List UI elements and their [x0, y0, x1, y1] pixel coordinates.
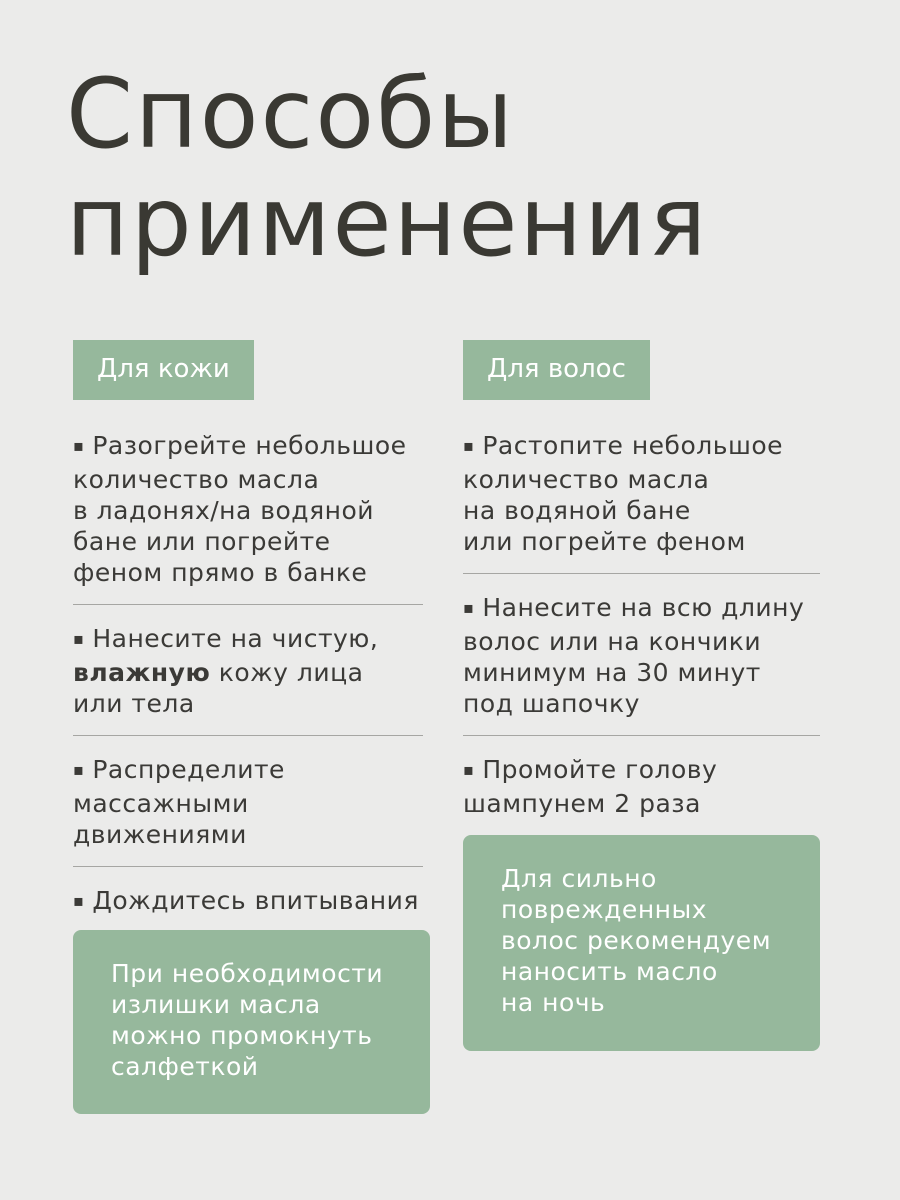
bullet-icon: ▪: [73, 436, 85, 455]
hair-step-3: ▪ Промойте голову шампунем 2 раза: [463, 755, 718, 818]
hair-note: Для сильно поврежденных волос рекомендуем наносить масло на ночь: [463, 835, 820, 1051]
bullet-icon: ▪: [463, 436, 475, 455]
hair-label-badge: Для волос: [463, 340, 650, 400]
skin-column: [73, 340, 423, 949]
title-line-2: применения: [66, 166, 709, 278]
hair-column: [463, 340, 820, 849]
skin-step-2: ▪ Нанесите на чистую, влажную кожу лица или тела: [73, 619, 423, 736]
page-title: [66, 60, 708, 276]
skin-step-3: ▪ Распределите массажными движениями: [73, 750, 423, 867]
skin-note: При необходимости излишки масла можно промокнуть салфеткой: [73, 930, 430, 1114]
skin-step-1: ▪ Разогрейте небольшое количество масла в ладонях/на водяной бане или погрейте феном прямо в банке: [73, 426, 423, 605]
hair-step-2: ▪ Нанесите на всю длину волос или на кончики минимум на 30 минут под шапочку: [463, 588, 820, 736]
hair-step-1: ▪ Растопите небольшое количество масла на водяной бане или погрейте феном: [463, 426, 820, 574]
bullet-icon: ▪: [73, 629, 85, 648]
bullet-icon: ▪: [73, 891, 85, 910]
bullet-icon: ▪: [73, 760, 85, 779]
skin-label-badge: Для кожи: [73, 340, 254, 400]
bullet-icon: ▪: [463, 598, 475, 617]
bullet-icon: ▪: [463, 760, 475, 779]
emphasis-text: влажную: [73, 658, 211, 687]
title-line-1: Способы: [66, 58, 516, 170]
skin-step-4: ▪ Дождитесь впитывания: [73, 886, 419, 915]
